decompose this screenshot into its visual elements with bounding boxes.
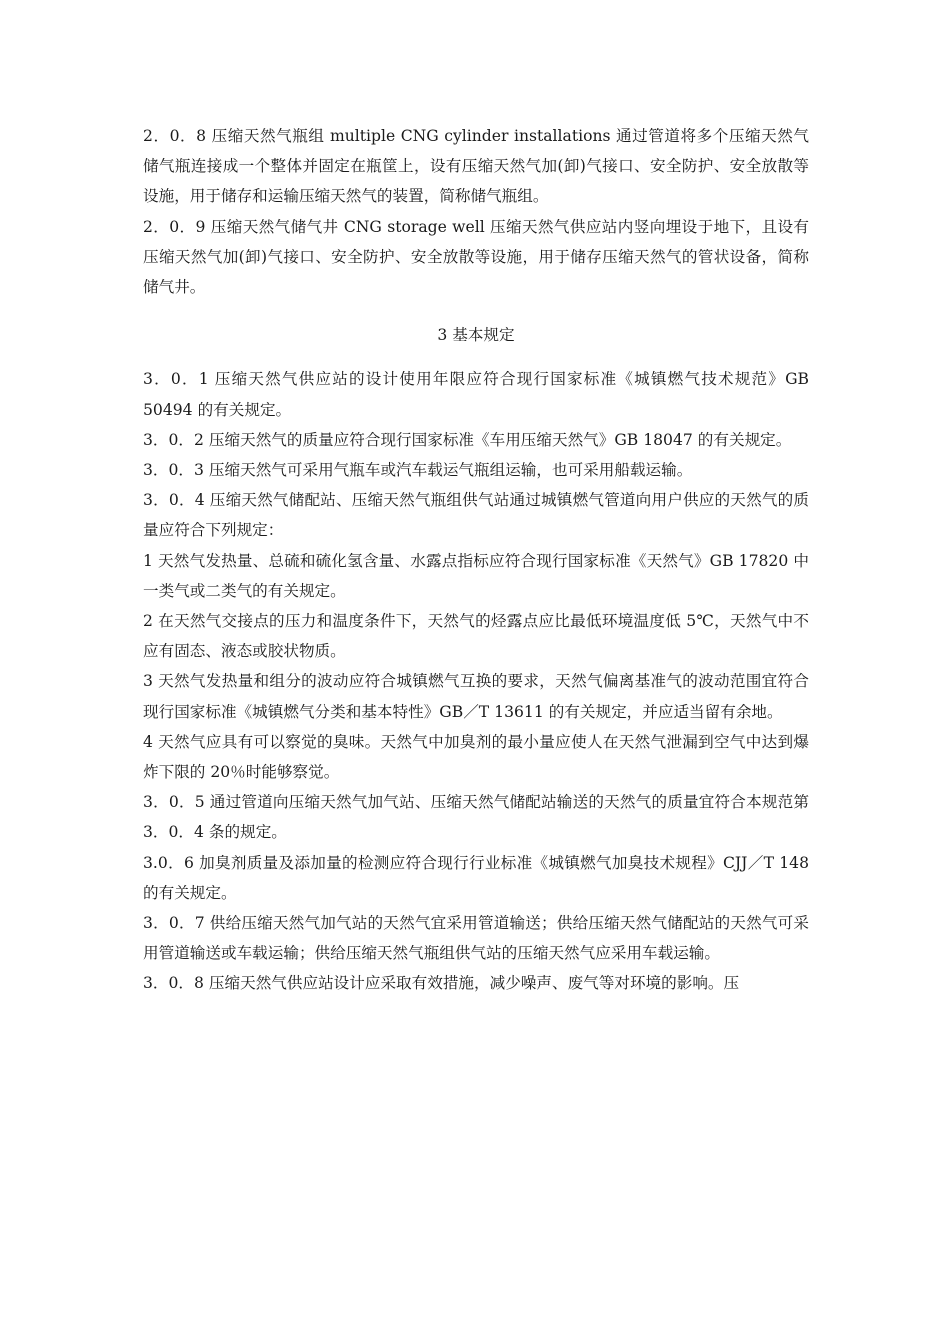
clause-3-0-4-item-4: 4 天然气应具有可以察觉的臭味。天然气中加臭剂的最小量应使人在天然气泄漏到空气中达到爆炸下限的 20％时能够察觉。 — [143, 732, 809, 782]
clause-2-0-9: 2．0．9 压缩天然气储气井 CNG storage well 压缩天然气供应站内竖向埋设于地下，且设有压缩天然气加(卸)气接口、安全防护、安全放散等设施，用于储存压缩天然气的管状设备，简称储气井。 — [143, 217, 809, 297]
clause-3-0-8: 3．0．8 压缩天然气供应站设计应采取有效措施，减少噪声、废气等对环境的影响。压 — [143, 974, 740, 993]
clause-3-0-1: 3．0．1 压缩天然气供应站的设计使用年限应符合现行国家标准《城镇燃气技术规范》GB 50494 的有关规定。 — [143, 370, 809, 419]
clause-3-0-4-item-3: 3 天然气发热量和组分的波动应符合城镇燃气互换的要求，天然气偏离基准气的波动范围宜符合现行国家标准《城镇燃气分类和基本特性》GB／T 13611 的有关规定，并应适当留有余地。 — [143, 672, 809, 721]
clause-3-0-4: 3．0．4 压缩天然气储配站、压缩天然气瓶组供气站通过城镇燃气管道向用户供应的天然气的质量应符合下列规定： — [143, 491, 809, 540]
document-body — [143, 121, 809, 999]
section-title: 3 基本规定 — [437, 326, 515, 345]
clause-3-0-2: 3．0．2 压缩天然气的质量应符合现行国家标准《车用压缩天然气》GB 18047 的有关规定。 — [143, 430, 792, 449]
clause-3-0-5: 3．0．5 通过管道向压缩天然气加气站、压缩天然气储配站输送的天然气的质量宜符合本规范第 3．0．4 条的规定。 — [143, 793, 809, 842]
clause-3-0-4-item-1: 1 天然气发热量、总硫和硫化氢含量、水露点指标应符合现行国家标准《天然气》GB 17820 中一类气或二类气的有关规定。 — [143, 551, 809, 600]
clause-3-0-3: 3．0．3 压缩天然气可采用气瓶车或汽车载运气瓶组运输，也可采用船载运输。 — [143, 461, 693, 480]
clause-3-0-7: 3．0．7 供给压缩天然气加气站的天然气宜采用管道输送；供给压缩天然气储配站的天然气可采用管道输送或车载运输；供给压缩天然气瓶组供气站的压缩天然气应采用车载运输。 — [143, 914, 809, 963]
clause-3-0-6: 3.0．6 加臭剂质量及添加量的检测应符合现行行业标准《城镇燃气加臭技术规程》CJJ／T 148 的有关规定。 — [143, 853, 809, 902]
clause-3-0-4-item-2: 2 在天然气交接点的压力和温度条件下，天然气的烃露点应比最低环境温度低 5℃，天然气中不应有固态、液态或胶状物质。 — [143, 612, 809, 661]
clause-2-0-8: 2．0．8 压缩天然气瓶组 multiple CNG cylinder installations 通过管道将多个压缩天然气储气瓶连接成一个整体并固定在瓶筐上，设有压缩天然气加(卸)气接口、安全防护、安全放散等设施，用于储存和运输压缩天然气的装置，简称储气瓶组。 — [143, 127, 809, 206]
